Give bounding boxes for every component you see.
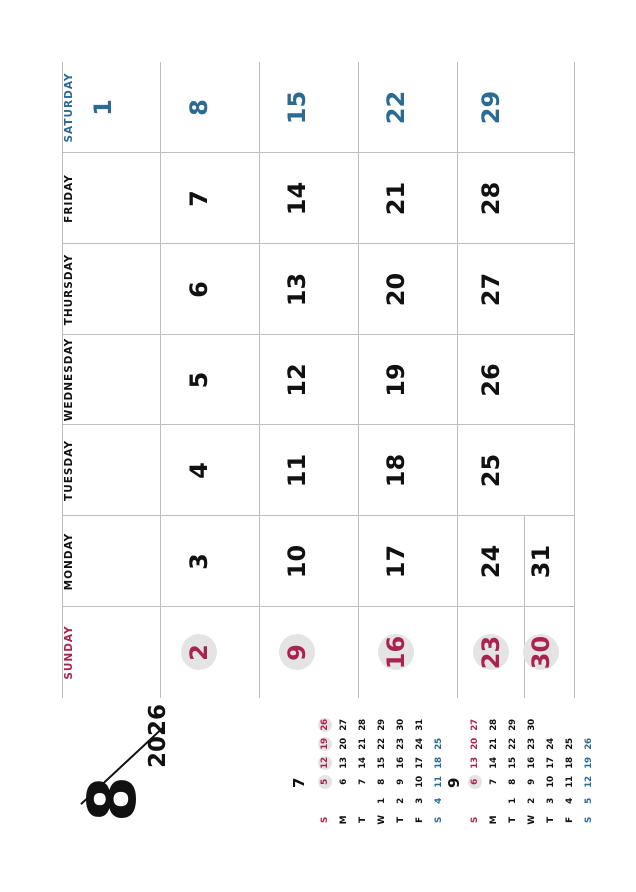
mini-calendar-day: 15 [508,757,518,769]
mini-calendar-day: 23 [396,738,406,750]
mini-calendar-day: 25 [565,738,575,750]
mini-calendar-weekday: M [489,815,499,825]
grid-hline [160,62,161,698]
weekday-monday: MONDAY [63,532,75,591]
mini-calendar-day: 22 [508,738,518,750]
mini-calendar-day: 31 [415,719,425,731]
mini-calendar-day: 2 [527,798,537,804]
mini-calendar-day: 6 [468,775,482,789]
mini-calendar-day: 2 [396,798,406,804]
mini-calendar-weekday: T [508,817,518,823]
day-number: 12 [283,363,311,397]
mini-calendar-day: 18 [565,757,575,769]
mini-calendar-day: 3 [415,798,425,804]
day-number: 7 [185,190,213,207]
mini-calendar-day: 25 [434,738,444,750]
mini-calendar-day: 15 [377,757,387,769]
weekday-thursday: THURSDAY [63,253,75,326]
grid-hline [358,62,359,698]
day-number: 25 [477,453,505,488]
mini-calendar-day: 30 [396,719,406,731]
day-number: 10 [283,544,311,579]
mini-calendar-weekday: T [396,817,406,823]
mini-calendar-day: 12 [584,776,594,788]
mini-calendar-title: 7 [290,777,308,788]
grid-hline [259,62,260,698]
grid-vline [62,424,574,425]
mini-calendar-day: 1 [377,798,387,804]
mini-calendar-weekday: M [339,815,349,825]
day-number: 4 [185,462,213,479]
mini-calendar-day: 12 [320,757,330,769]
mini-calendar-title: 9 [445,777,463,788]
mini-calendar-day: 7 [489,779,499,785]
mini-calendar-day: 22 [377,738,387,750]
mini-calendar-day: 9 [527,779,537,785]
mini-calendar-day: 9 [396,779,406,785]
mini-calendar-day: 24 [415,738,425,750]
day-number: 2 [185,644,213,661]
day-number: 1 [89,99,117,116]
day-number: 24 [477,544,505,579]
weekday-saturday: SATURDAY [63,72,75,143]
mini-calendar-day: 26 [320,719,330,731]
mini-calendar-day: 17 [415,757,425,769]
mini-calendar-day: 8 [377,779,387,785]
mini-calendar-day: 13 [339,757,349,769]
mini-calendar-weekday: S [434,817,444,823]
mini-calendar-day: 19 [584,757,594,769]
mini-calendar-weekday: F [565,817,575,823]
grid-hline [457,62,458,698]
mini-calendar-day: 30 [527,719,537,731]
weekday-tuesday: TUESDAY [63,440,75,501]
mini-calendar-weekday: F [415,817,425,823]
grid-bottom-line [574,62,575,698]
day-number: 5 [185,371,213,389]
mini-calendar-day: 13 [470,757,480,769]
mini-calendar-weekday: S [584,817,594,823]
day-number: 20 [382,272,410,307]
mini-calendar-day: 11 [434,776,444,788]
mini-calendar-day: 4 [565,798,575,804]
mini-calendar-day: 28 [358,719,368,731]
mini-calendar-day: 29 [377,719,387,731]
day-number: 22 [382,90,410,125]
mini-calendar-day: 29 [508,719,518,731]
mini-calendar-day: 4 [434,798,444,804]
mini-calendar-day: 27 [339,719,349,731]
day-number: 23 [477,635,505,670]
mini-calendar-day: 27 [470,719,480,731]
mini-calendar-day: 5 [318,775,332,789]
mini-calendar-day: 23 [527,738,537,750]
mini-calendar-weekday: W [377,815,387,825]
mini-calendar-day: 24 [546,738,556,750]
mini-calendar-day: 28 [489,719,499,731]
month-number: 8 [74,776,151,822]
mini-calendar-day: 18 [434,757,444,769]
day-number: 16 [382,635,410,670]
weekday-sunday: SUNDAY [63,625,75,680]
day-number: 3 [185,553,213,570]
mini-calendar-day: 6 [339,779,349,785]
mini-calendar-day: 19 [320,738,330,750]
weekday-wednesday: WEDNESDAY [63,337,75,422]
day-number: 9 [283,644,311,661]
grid-vline [62,334,574,335]
day-number: 19 [382,363,410,397]
day-number: 27 [477,272,505,307]
mini-calendar-weekday: W [527,815,537,825]
mini-calendar-day: 14 [358,757,368,769]
mini-calendar-day: 21 [358,738,368,750]
day-number: 18 [382,453,410,488]
grid-vline [62,243,574,244]
mini-calendar-day: 1 [508,798,518,804]
day-number: 21 [382,181,410,216]
day-number: 14 [283,181,311,216]
mini-calendar-day: 8 [508,779,518,785]
grid-vline [62,515,574,516]
day-number: 8 [185,99,213,116]
mini-calendar-weekday: S [470,817,480,823]
weekday-friday: FRIDAY [63,174,75,223]
day-number: 15 [283,90,311,125]
mini-calendar-weekday: T [546,817,556,823]
mini-calendar-day: 5 [584,798,594,804]
day-number: 26 [477,363,505,397]
day-number: 13 [283,272,311,307]
grid-vline [62,606,574,607]
mini-calendar-day: 26 [584,738,594,750]
day-number: 29 [477,90,505,125]
day-number: 6 [185,281,213,298]
grid-vline [62,152,574,153]
mini-calendar-day: 21 [489,738,499,750]
year-label: 2026 [145,703,171,768]
mini-calendar-weekday: T [358,817,368,823]
mini-calendar-day: 10 [546,776,556,788]
day-number: 31 [527,544,555,579]
mini-calendar-day: 14 [489,757,499,769]
mini-calendar-day: 3 [546,798,556,804]
mini-calendar-day: 16 [396,757,406,769]
day-number: 28 [477,181,505,216]
day-number: 11 [283,453,311,488]
mini-calendar-day: 16 [527,757,537,769]
mini-calendar-weekday: S [320,817,330,823]
day-number: 30 [527,635,555,670]
day-number: 17 [382,544,410,579]
mini-calendar-day: 20 [339,738,349,750]
mini-calendar-day: 10 [415,776,425,788]
mini-calendar-day: 17 [546,757,556,769]
mini-calendar-day: 20 [470,738,480,750]
mini-calendar-day: 11 [565,776,575,788]
mini-calendar-day: 7 [358,779,368,785]
